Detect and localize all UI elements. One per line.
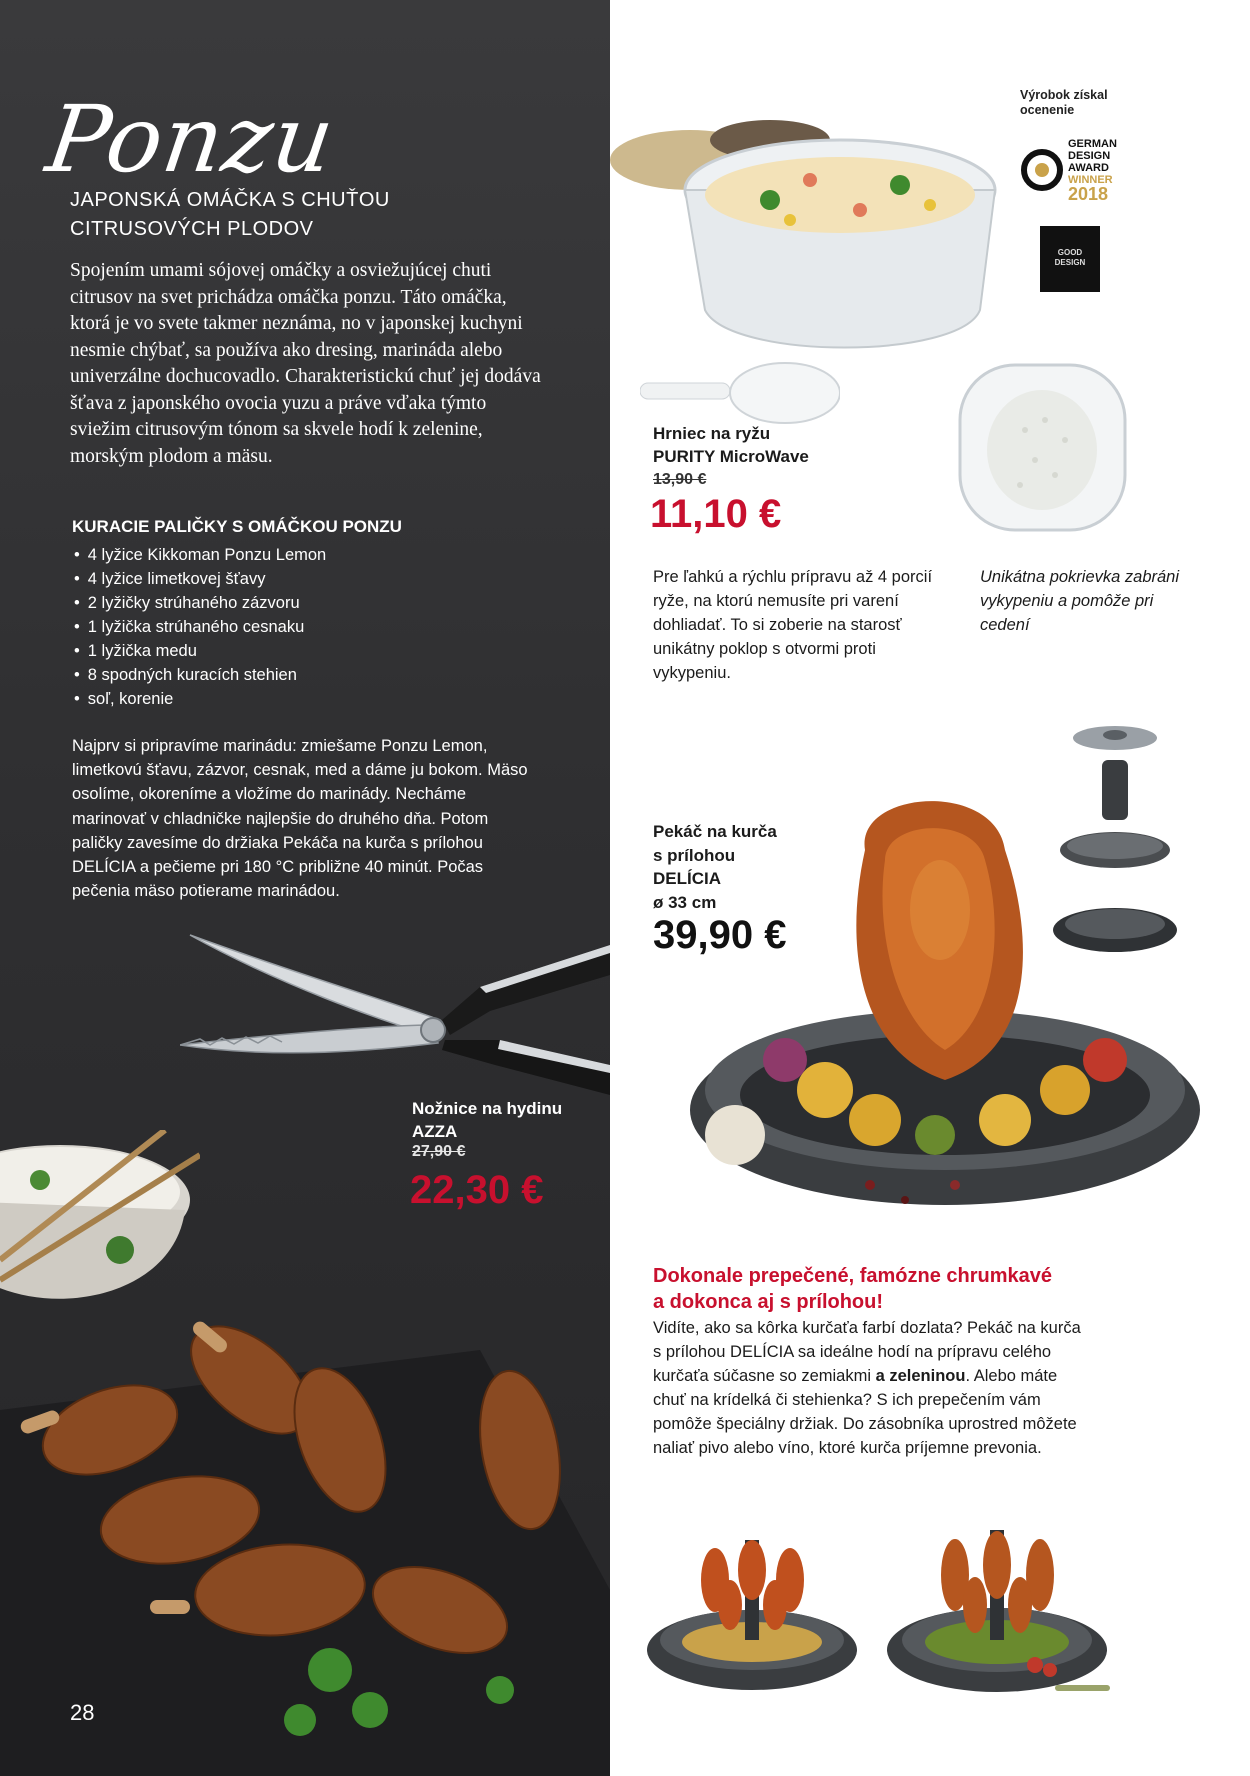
roaster-wings-image [645,1520,860,1700]
headline-line: a dokonca aj s prílohou! [653,1291,884,1313]
product-name-line: Hrniec na ryžu [653,424,771,443]
ingredient-item: • 1 lyžička strúhaného cesnaku [72,615,492,639]
award-german-line3: AWARD [1068,162,1109,174]
product-name-line: s prílohou [653,845,736,865]
intro-paragraph: Spojením umami sójovej omáčky a osviežujúcej chuti citrusov na svet prichádza omáčka ponzu. Táto omáčka, ktorá je vo svete takmer neznáma, no v japonskej kuchyni nesmie chýbať, sa používa ako dresing, marináda alebo univerzálne dochucovadlo. Charakteristickú chuť jej dodáva šťava z japonského ovocia yuzu a práve vďaka týmto sviežim citrusovým tónom sa skvele hodí k zelenine, morským plodom a mäsu. [70,260,541,467]
product-name-line: AZZA [412,1122,458,1141]
product-name-line: Nožnice na hydinu [412,1099,563,1118]
product-name-line: Pekáč na kurča [653,822,777,841]
body-text-part: . Alebo máte chuť na krídelká či stehienka? S ich prepečením vám pomôže špeciálny držiak. Do zásobníka uprostred môžete naliať pivo alebo víno, ktoré kurča príjemne prevonia. [653,1367,1077,1457]
award-german-line1: GERMAN [1068,138,1117,150]
product-name-line: DELÍCIA [653,869,721,888]
rice-pot-name [653,422,809,468]
ingredient-item: • soľ, korenie [72,687,492,711]
left-panel [0,0,610,1776]
feature-body [653,1316,1083,1460]
rice-cooker-image [610,110,1010,370]
rice-pot-old-price: 13,90 € [653,471,707,488]
product-name-line: PURITY MicroWave [653,447,809,466]
rice-pot-description: Pre ľahkú a rýchlu prípravu až 4 porcií ryže, na ktorú nemusíte pri varení dohliadať. To si zoberie na starosť unikátny poklop s otvormi proti vykypeniu. [653,568,933,682]
method-paragraph: Najprv si pripravíme marinádu: zmiešame Ponzu Lemon, limetkovú šťavu, zázvor, cesnak, med a dáme ju bokom. Mäso osolíme, okoreníme a vložíme do marinády. Necháme marinovať v chladničke najlepšie do druhého dňa. Potom paličky zavesíme do držiaka Pekáča na kurča s prílohou DELÍCIA a pečieme pri 180 °C približne 40 minút. Počas pečenia mäso potierame marinádou. [72,737,528,901]
right-panel [610,0,1250,1776]
scissors-price: 22,30 € [410,1168,544,1212]
award-german-line2: DESIGN [1068,150,1111,162]
subtitle-line: JAPONSKÁ OMÁČKA S CHUŤOU [70,189,390,211]
award-german-line5: 2018 [1068,184,1109,204]
body-text-part: Vidíte, ako sa kôrka kurčaťa farbí dozlata? Pekáč na kurča s prílohou DELÍCIA sa ideálne hodí na prípravu celého kurčaťa súčasne so zemiakmi [653,1319,1081,1385]
headline-line: Dokonale prepečené, famózne chrumkavé [653,1265,1053,1287]
german-design-award-badge [1020,132,1150,208]
ingredient-item: • 8 spodných kuracích stehien [72,663,492,687]
award-label-line: ocenenie [1020,103,1075,117]
good-design-line: GOOD [1057,248,1083,257]
perforated-lid-image [955,360,1130,535]
body-text-bold: a zeleninou [875,1367,966,1385]
ingredient-item: • 2 lyžičky strúhaného zázvoru [72,591,492,615]
poultry-scissors-image [180,925,610,1125]
recipe-subtitle [70,186,490,244]
product-name-line: ø 33 cm [653,892,717,912]
ingredient-item: • 4 lyžice Kikkoman Ponzu Lemon [72,543,492,567]
recipe-script-title: Ponzu [40,86,342,193]
feature-headline [653,1263,1113,1315]
ingredient-item: • 1 lyžička medu [72,639,492,663]
recipe-title: KURACIE PALIČKY S OMÁČKOU PONZU [72,517,402,536]
page-number: 28 [70,1700,95,1725]
award-label [1020,88,1200,118]
ingredient-item: • 4 lyžice limetkovej šťavy [72,567,492,591]
roaster-drumsticks-image [885,1510,1110,1710]
award-label-line: Výrobok získal [1020,88,1108,102]
good-design-badge [1040,226,1100,292]
rice-spoon-image [640,355,840,425]
scissors-old-price: 27,90 € [412,1143,466,1160]
scissors-product-name [412,1097,562,1143]
subtitle-line: CITRUSOVÝCH PLODOV [70,218,314,240]
roaster-price: 39,90 € [653,913,787,957]
roaster-product-name [653,820,777,914]
good-design-line: DESIGN [1054,258,1086,267]
award-german-line4: WINNER [1068,174,1113,186]
ingredient-list [72,543,492,711]
rice-pot-price: 11,10 € [650,492,782,536]
lid-caption: Unikátna pokrievka zabráni vykypeniu a pomôže pri cedení [980,568,1180,634]
